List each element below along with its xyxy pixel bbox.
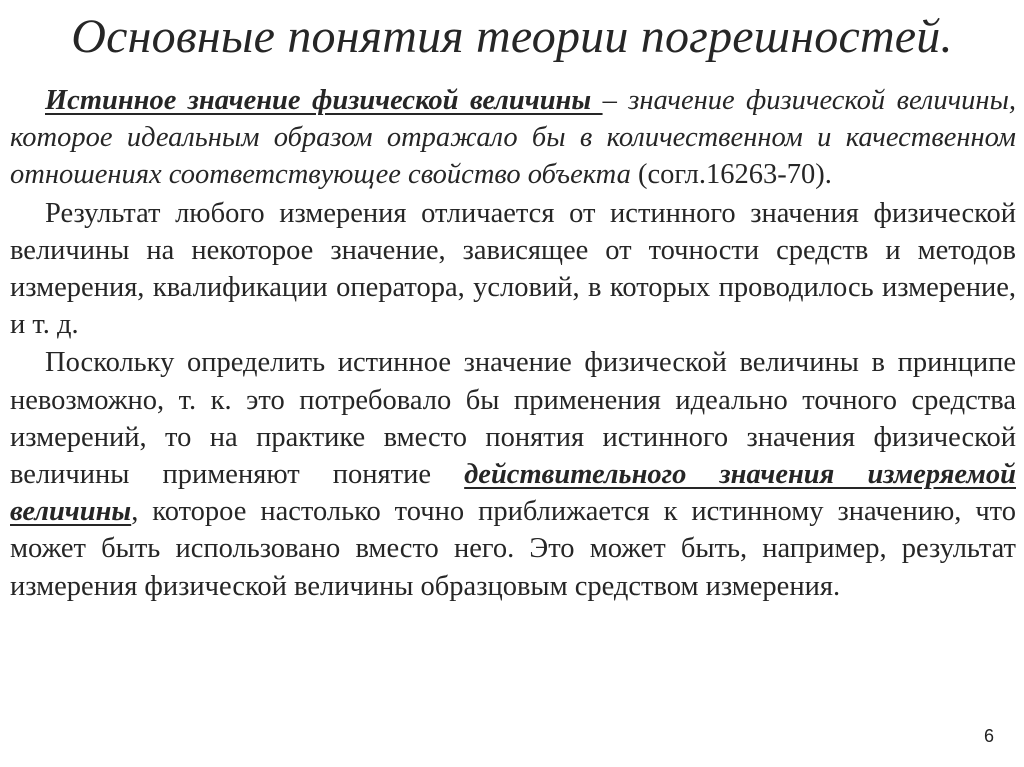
paragraph-measurement-result: Результат любого измерения отличается от истинного значения физической величины на некоторое значение, зависящее от точности средств и методов измерения, квалификации оператора, условий, в которых проводилось измерение, и т. д. (10, 197, 1016, 341)
standard-reference: (согл.16263-70). (638, 159, 832, 191)
paragraph-actual-value (10, 344, 1016, 604)
slide-body (10, 82, 1016, 605)
term-true-value: Истинное значение физической величины (45, 85, 603, 116)
definition-text: – значение физической величины, которое идеальным образом отражало бы в количественном и качественном отношениях соответствующее свойство объекта (10, 85, 1016, 191)
page-number: 6 (983, 726, 994, 746)
paragraph-definition (10, 82, 1016, 194)
slide-title: Основные понятия теории погрешностей. (71, 10, 953, 63)
paragraph-text-after: , которое настолько точно приближается к истинному значению, что может быть использовано вместо него. Это может быть, например, результат измерения физической величины образцовым средством измерения. (10, 496, 1016, 602)
term-actual-value: действительного значения измеряемой величины (10, 459, 1016, 528)
paragraph-text-before: Поскольку определить истинное значение физической величины в принципе невозможно, т. к. это потребовало бы применения идеально точного средства измерений, то на практике вместо понятия истинного значения физической величины применяют понятие (10, 347, 1016, 491)
